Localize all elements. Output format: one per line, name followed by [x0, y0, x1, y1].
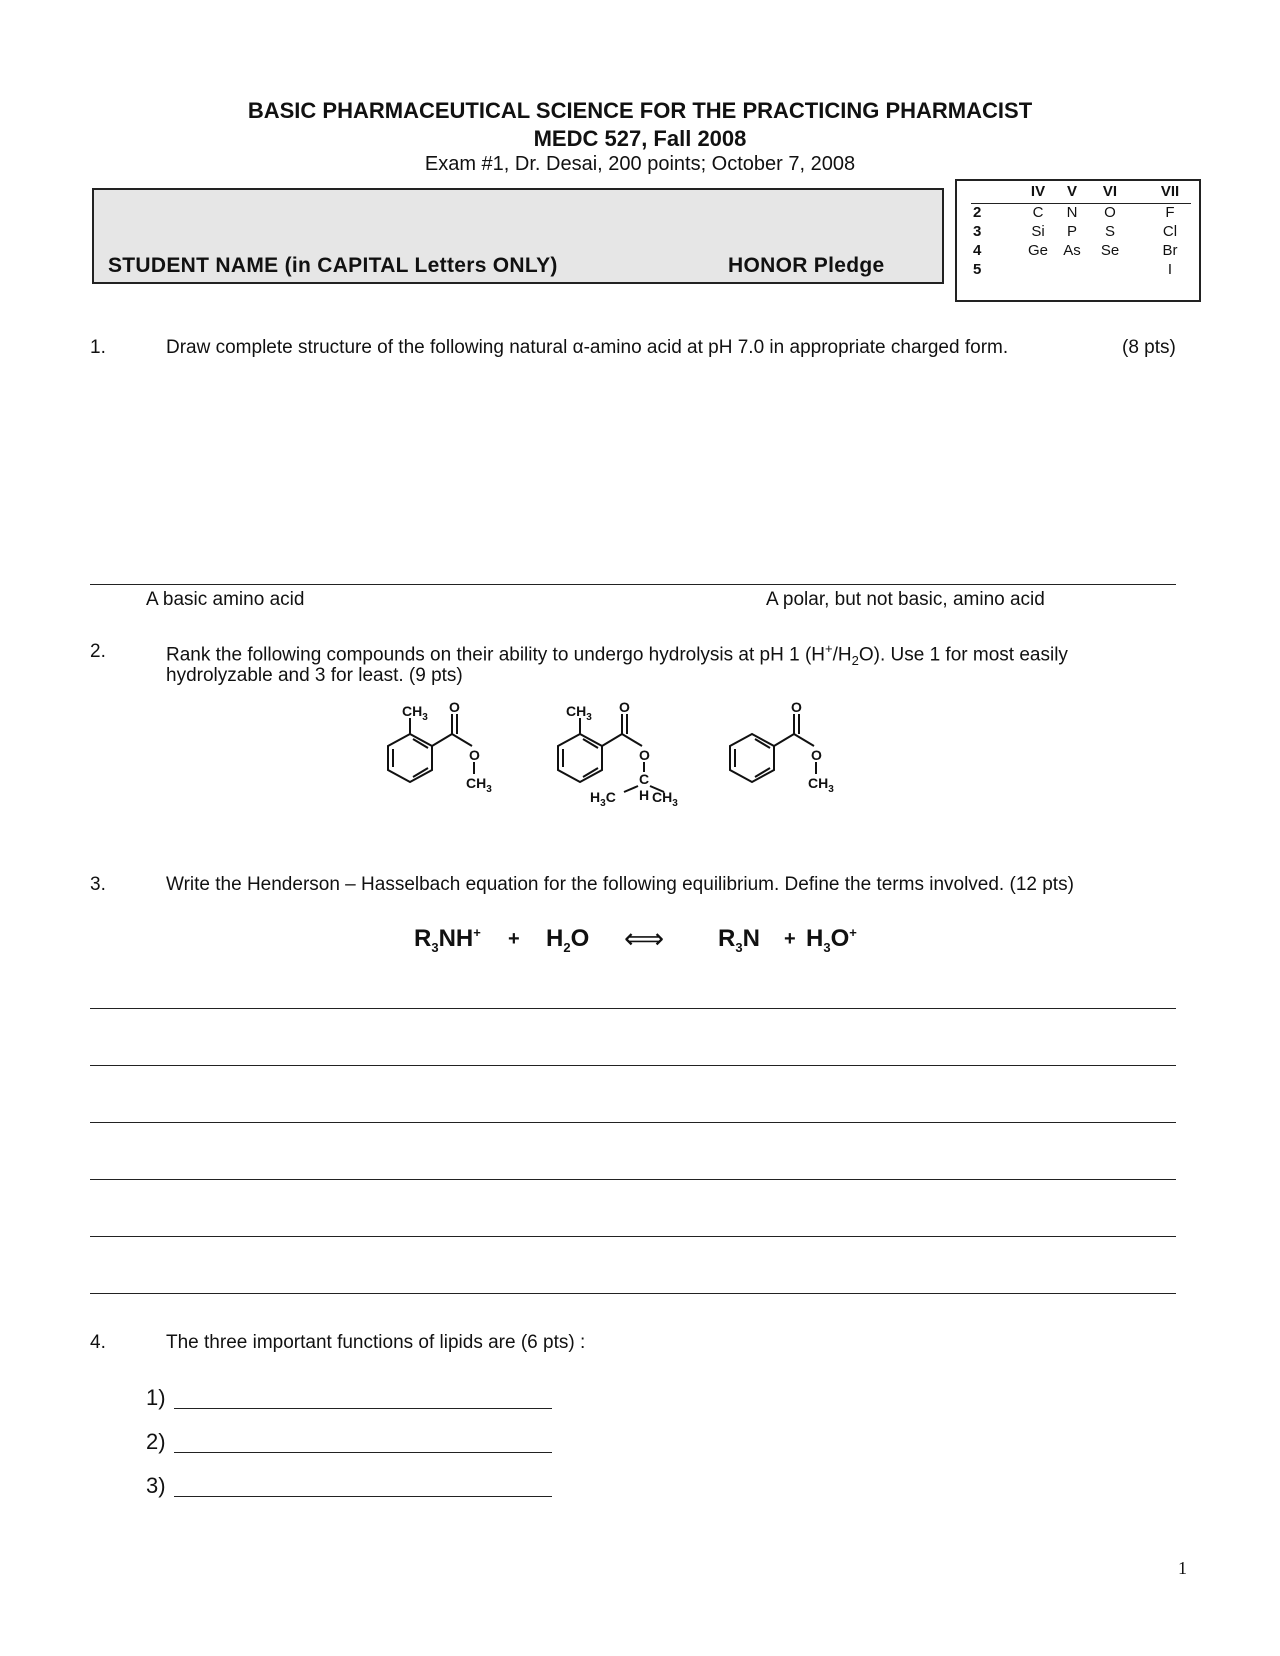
q4-item-3-label: 3) — [146, 1473, 166, 1498]
element-cell: Si — [1031, 223, 1045, 240]
compound-1-bond — [452, 734, 472, 746]
element-cell: F — [1165, 204, 1175, 221]
group-header: IV — [1030, 183, 1046, 200]
q2-text-part: O). Use 1 for most easily — [858, 644, 1068, 666]
compound-2-methine-h: H — [639, 787, 650, 803]
q2-text-sub: 2 — [851, 653, 859, 669]
equation-product-r3n: $R_3N$ — [718, 925, 760, 955]
q3-number: 3. — [90, 874, 106, 895]
equation-plus: + — [508, 928, 520, 950]
q3-answer-line[interactable] — [90, 1008, 1176, 1009]
compound-2-methine-c: C — [639, 771, 650, 787]
periodic-table — [955, 179, 1201, 302]
compound-2-carbonyl-o: O — [619, 700, 630, 715]
equation-reactant-r3nh: $R_3NH^+$ — [414, 925, 481, 955]
q1-label-right: A polar, but not basic, amino acid — [766, 589, 1045, 610]
q3-answer-line[interactable] — [90, 1293, 1176, 1294]
element-cell: S — [1104, 223, 1115, 240]
element-cell: O — [1104, 204, 1116, 221]
compound-1-bond — [432, 734, 452, 746]
q3-answer-line[interactable] — [90, 1179, 1176, 1180]
element-cell: C — [1032, 204, 1044, 221]
q2-text-sup: + — [825, 641, 833, 656]
equation-product-h3o: $H_3O^+$ — [806, 925, 857, 955]
group-header: VII — [1160, 183, 1180, 200]
compound-2-ring — [558, 734, 602, 782]
compound-1-ester-o: O — [469, 747, 480, 763]
q2-text-part: Rank the following compounds on their ability to undergo hydrolysis at pH 1 (H — [166, 644, 826, 666]
q3-answer-line[interactable] — [90, 1065, 1176, 1066]
exam-info: Exam #1, Dr. Desai, 200 points; October 7, 2008 — [424, 153, 856, 175]
compound-2-ch3-right-label: $CH_3$ — [652, 789, 678, 809]
period-label: 5 — [973, 261, 982, 278]
q2-text-line2: hydrolyzable and 3 for least. (9 pts) — [166, 665, 463, 686]
period-label: 2 — [973, 204, 982, 221]
element-cell: I — [1167, 261, 1173, 278]
q2-text-part: /H — [832, 644, 852, 666]
q3-answer-line[interactable] — [90, 1122, 1176, 1123]
honor-pledge-label: HONOR Pledge — [728, 254, 885, 277]
compound-1-methyl-label: $CH_3$ — [466, 775, 492, 795]
element-cell: P — [1066, 223, 1077, 240]
compound-2-bond — [624, 786, 638, 792]
period-label: 4 — [973, 242, 982, 259]
element-cell: Se — [1100, 242, 1120, 259]
element-cell: As — [1063, 242, 1081, 259]
compound-1-ring — [388, 734, 432, 782]
student-name-label: STUDENT NAME (in CAPITAL Letters ONLY) — [108, 254, 558, 277]
element-cell: N — [1066, 204, 1078, 221]
q2-structures — [380, 700, 900, 830]
compound-3-ring — [730, 734, 774, 782]
q4-item-1-line[interactable] — [174, 1408, 552, 1409]
course-title: MEDC 527, Fall 2008 — [533, 126, 747, 151]
equation-reactant-h2o: $H_2O$ — [546, 925, 590, 955]
element-cell: Cl — [1162, 223, 1178, 240]
group-header: VI — [1102, 183, 1118, 200]
compound-1-carbonyl-o: O — [449, 700, 460, 715]
q3-answer-line[interactable] — [90, 1236, 1176, 1237]
q4-item-2-label: 2) — [146, 1429, 166, 1454]
compound-3-bond — [774, 734, 794, 746]
q4-item-3-line[interactable] — [174, 1496, 552, 1497]
q4-text: The three important functions of lipids are (6 pts) : — [166, 1332, 586, 1353]
compound-1-ch3-label: $CH_3$ — [402, 703, 428, 723]
compound-3-carbonyl-o: O — [791, 700, 802, 715]
period-label: 3 — [973, 223, 982, 240]
q4-number: 4. — [90, 1332, 106, 1353]
q4-item-1-label: 1) — [146, 1385, 166, 1410]
element-cell: Br — [1162, 242, 1178, 259]
q1-answer-line[interactable] — [90, 584, 1176, 585]
element-cell: Ge — [1027, 242, 1048, 259]
compound-2-bond — [622, 734, 642, 746]
page-number: 1 — [1178, 1558, 1187, 1578]
student-name-box[interactable] — [92, 188, 944, 284]
q1-number: 1. — [90, 337, 106, 358]
compound-2-ch3-label: $CH_3$ — [566, 703, 592, 723]
equilibrium-arrow: ⟺ — [624, 923, 665, 954]
q2-number: 2. — [90, 641, 106, 662]
compound-2-h3c-label: $H_3C$ — [590, 789, 616, 809]
q4-item-2-line[interactable] — [174, 1452, 552, 1453]
compound-2-ester-o: O — [639, 747, 650, 763]
compound-2-bond — [602, 734, 622, 746]
compound-3-ester-o: O — [811, 747, 822, 763]
q1-points: (8 pts) — [1122, 337, 1176, 358]
q1-label-left: A basic amino acid — [146, 589, 305, 610]
q3-text: Write the Henderson – Hasselbach equation for the following equilibrium. Define the terms involved. (12 pts) — [166, 874, 1074, 895]
group-header: V — [1066, 183, 1077, 200]
exam-title: BASIC PHARMACEUTICAL SCIENCE FOR THE PRACTICING PHARMACIST — [247, 98, 1033, 123]
compound-3-methyl-label: $CH_3$ — [808, 775, 834, 795]
compound-3-bond — [794, 734, 814, 746]
q1-text: Draw complete structure of the following natural α-amino acid at pH 7.0 in appropriate charged form. — [166, 337, 1009, 358]
equation-plus: + — [784, 928, 796, 950]
